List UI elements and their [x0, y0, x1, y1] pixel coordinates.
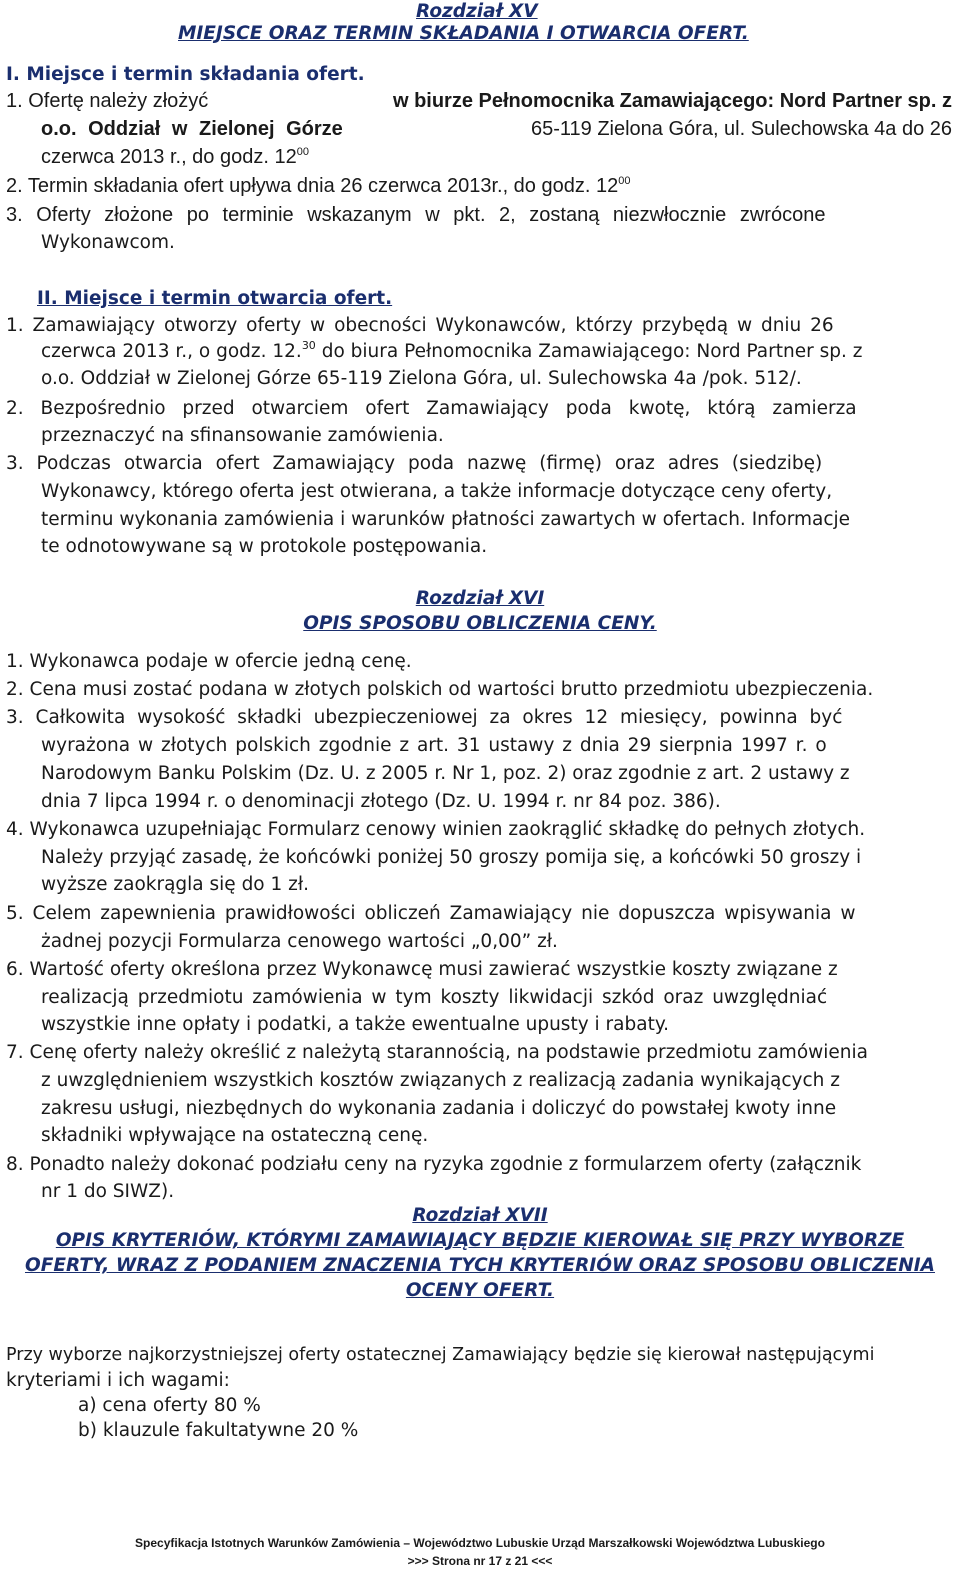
chapter16-number: Rozdział XVI [415, 588, 545, 609]
section2-item3-line3: terminu wykonania zamówienia i warunków płatności zawartych w ofertach. Informacje [41, 509, 851, 530]
chapter16-line: 7. Cenę oferty należy określić z należytą starannością, na podstawie przedmiotu zamówienia [6, 1042, 868, 1063]
time-superscript: 00 [296, 146, 309, 158]
chapter16-line: żadnej pozycji Formularza cenowego wartości „0,00” zł. [41, 931, 558, 952]
chapter16-line: zakresu usługi, niezbędnych do wykonania zadania i doliczyć do powstałej kwoty inne [41, 1098, 837, 1119]
item1-text-a: 1. Ofertę należy złożyć [6, 90, 209, 112]
chapter16-line: 6. Wartość oferty określona przez Wykonawcę musi zawierać wszystkie koszty związane z [6, 959, 838, 980]
section2-item3-line4: te odnotowywane są w protokole postępowania. [41, 536, 488, 557]
section2-item1-line1: 1. Zamawiający otworzy oferty w obecności Wykonawców, którzy przybędą w dniu 26 [6, 315, 834, 336]
section2-item3-line2: Wykonawcy, którego oferta jest otwierana, a także informacje dotyczące ceny oferty, [41, 481, 833, 502]
section2-heading: II. Miejsce i termin otwarcia ofert. [37, 288, 393, 309]
chapter16-line: 2. Cena musi zostać podana w złotych polskich od wartości brutto przedmiotu ubezpieczenia. [6, 679, 874, 700]
time-superscript: 30 [301, 339, 316, 352]
chapter17-number: Rozdział XVII [412, 1205, 548, 1226]
chapter16-line: 1. Wykonawca podaje w ofercie jedną cenę. [6, 651, 412, 672]
chapter16-line: wyższe zaokrągla się do 1 zł. [41, 874, 310, 895]
item1-text-c: o.o. Oddział w Zielonej Górze [41, 118, 343, 140]
section2-item2-line2: przeznaczyć na sfinansowanie zamówienia. [41, 425, 444, 446]
chapter16-line: nr 1 do SIWZ). [41, 1181, 175, 1202]
criterion-item: b) klauzule fakultatywne 20 % [78, 1420, 359, 1441]
chapter16-line: realizacją przedmiotu zamówienia w tym koszty likwidacji szkód oraz uwzględniać [41, 987, 828, 1008]
chapter16-line: wszystkie inne opłaty i podatki, a także ewentualne upusty i rabaty. [41, 1014, 670, 1035]
section1-item1-line2 [41, 117, 952, 141]
section1-item1-line3: czerwca 2013 r., do godz. $12^{00}$ [41, 146, 309, 168]
chapter16-line: 5. Celem zapewnienia prawidłowości obliczeń Zamawiający nie dopuszcza wpisywania w [6, 903, 856, 924]
chapter16-line: 4. Wykonawca uzupełniając Formularz cenowy winien zaokrąglić składkę do pełnych złotych. [6, 819, 866, 840]
section2-item1-line2: czerwca 2013 r., o godz. 12.30 do biura Pełnomocnika Zamawiającego: Nord Partner sp. z [41, 339, 863, 362]
chapter16-line: składniki wpływające na ostateczną cenę. [41, 1125, 429, 1146]
section2-item2-line1: 2. Bezpośrednio przed otwarciem ofert Zamawiający poda kwotę, którą zamierza [6, 398, 857, 419]
footer-spec-line: Specyfikacja Istotnych Warunków Zamówienia – Województwo Lubuskie Urząd Marszałkowski Województwa Lubuskiego [135, 1536, 825, 1550]
item1-text-d: 65-119 Zielona Góra, ul. Sulechowska 4a do 26 [530, 118, 952, 140]
item1-text-b: w biurze Pełnomocnika Zamawiającego: Nord Partner sp. z [392, 90, 952, 112]
chapter17-intro-line2: kryteriami i ich wagami: [6, 1370, 230, 1391]
chapter16-line: z uwzględnieniem wszystkich kosztów związanych z realizacją zadania wynikających z [41, 1070, 840, 1091]
chapter16-line: wyrażona w złotych polskich zgodnie z art. 31 ustawy z dnia 29 sierpnia 1997 r. o [41, 735, 827, 756]
chapter16-line: Narodowym Banku Polskim (Dz. U. z 2005 r. Nr 1, poz. 2) oraz zgodnie z art. 2 ustawy z [41, 763, 850, 784]
chapter17-title-line3: OCENY OFERT. [405, 1280, 555, 1301]
chapter15-number: Rozdział XV [416, 1, 538, 22]
chapter16-title: OPIS SPOSOBU OBLICZENIA CENY. [303, 613, 657, 634]
section1-item2: 2. Termin składania ofert upływa dnia 26 czerwca 2013r., do godz. $12^{00}$ [6, 175, 631, 197]
chapter17-title-line2: OFERTY, WRAZ Z PODANIEM ZNACZENIA TYCH KRYTERIÓW ORAZ SPOSOBU OBLICZENIA [24, 1255, 935, 1276]
criterion-item: a) cena oferty 80 % [78, 1395, 261, 1416]
chapter16-line: Należy przyjąć zasadę, że końcówki poniżej 50 groszy pomija się, a końcówki 50 groszy i [41, 847, 862, 868]
section1-item3-line2: Wykonawcom. [41, 232, 175, 253]
chapter15-title: MIEJSCE ORAZ TERMIN SKŁADANIA I OTWARCIA OFERT. [178, 23, 749, 44]
chapter16-line: dnia 7 lipca 1994 r. o denominacji złotego (Dz. U. 1994 r. nr 84 poz. 386). [41, 791, 721, 812]
chapter17-intro-line1: Przy wyborze najkorzystniejszej oferty ostatecznej Zamawiający będzie się kierował następującymi [6, 1345, 875, 1365]
section1-item1-line1 [6, 89, 952, 113]
section2-item3-line1: 3. Podczas otwarcia ofert Zamawiający poda nazwę (firmę) oraz adres (siedzibę) [6, 453, 823, 474]
footer-page-number: >>> Strona nr 17 z 21 <<< [407, 1554, 553, 1568]
chapter16-line: 8. Ponadto należy dokonać podziału ceny na ryzyka zgodnie z formularzem oferty (załącznik [6, 1154, 862, 1175]
chapter17-title-line1: OPIS KRYTERIÓW, KTÓRYMI ZAMAWIAJĄCY BĘDZIE KIEROWAŁ SIĘ PRZY WYBORZE [55, 1230, 905, 1251]
time-superscript: 00 [618, 175, 631, 187]
section1-heading: I. Miejsce i termin składania ofert. [6, 64, 365, 85]
chapter16-line: 3. Całkowita wysokość składki ubezpieczeniowej za okres 12 miesięcy, powinna być [6, 707, 843, 728]
section2-item1-line3: o.o. Oddział w Zielonej Górze 65-119 Zielona Góra, ul. Sulechowska 4a /pok. 512/. [41, 368, 802, 389]
section1-item3-line1: 3. Oferty złożone po terminie wskazanym w pkt. 2, zostaną niezwłocznie zwrócone [6, 204, 826, 226]
